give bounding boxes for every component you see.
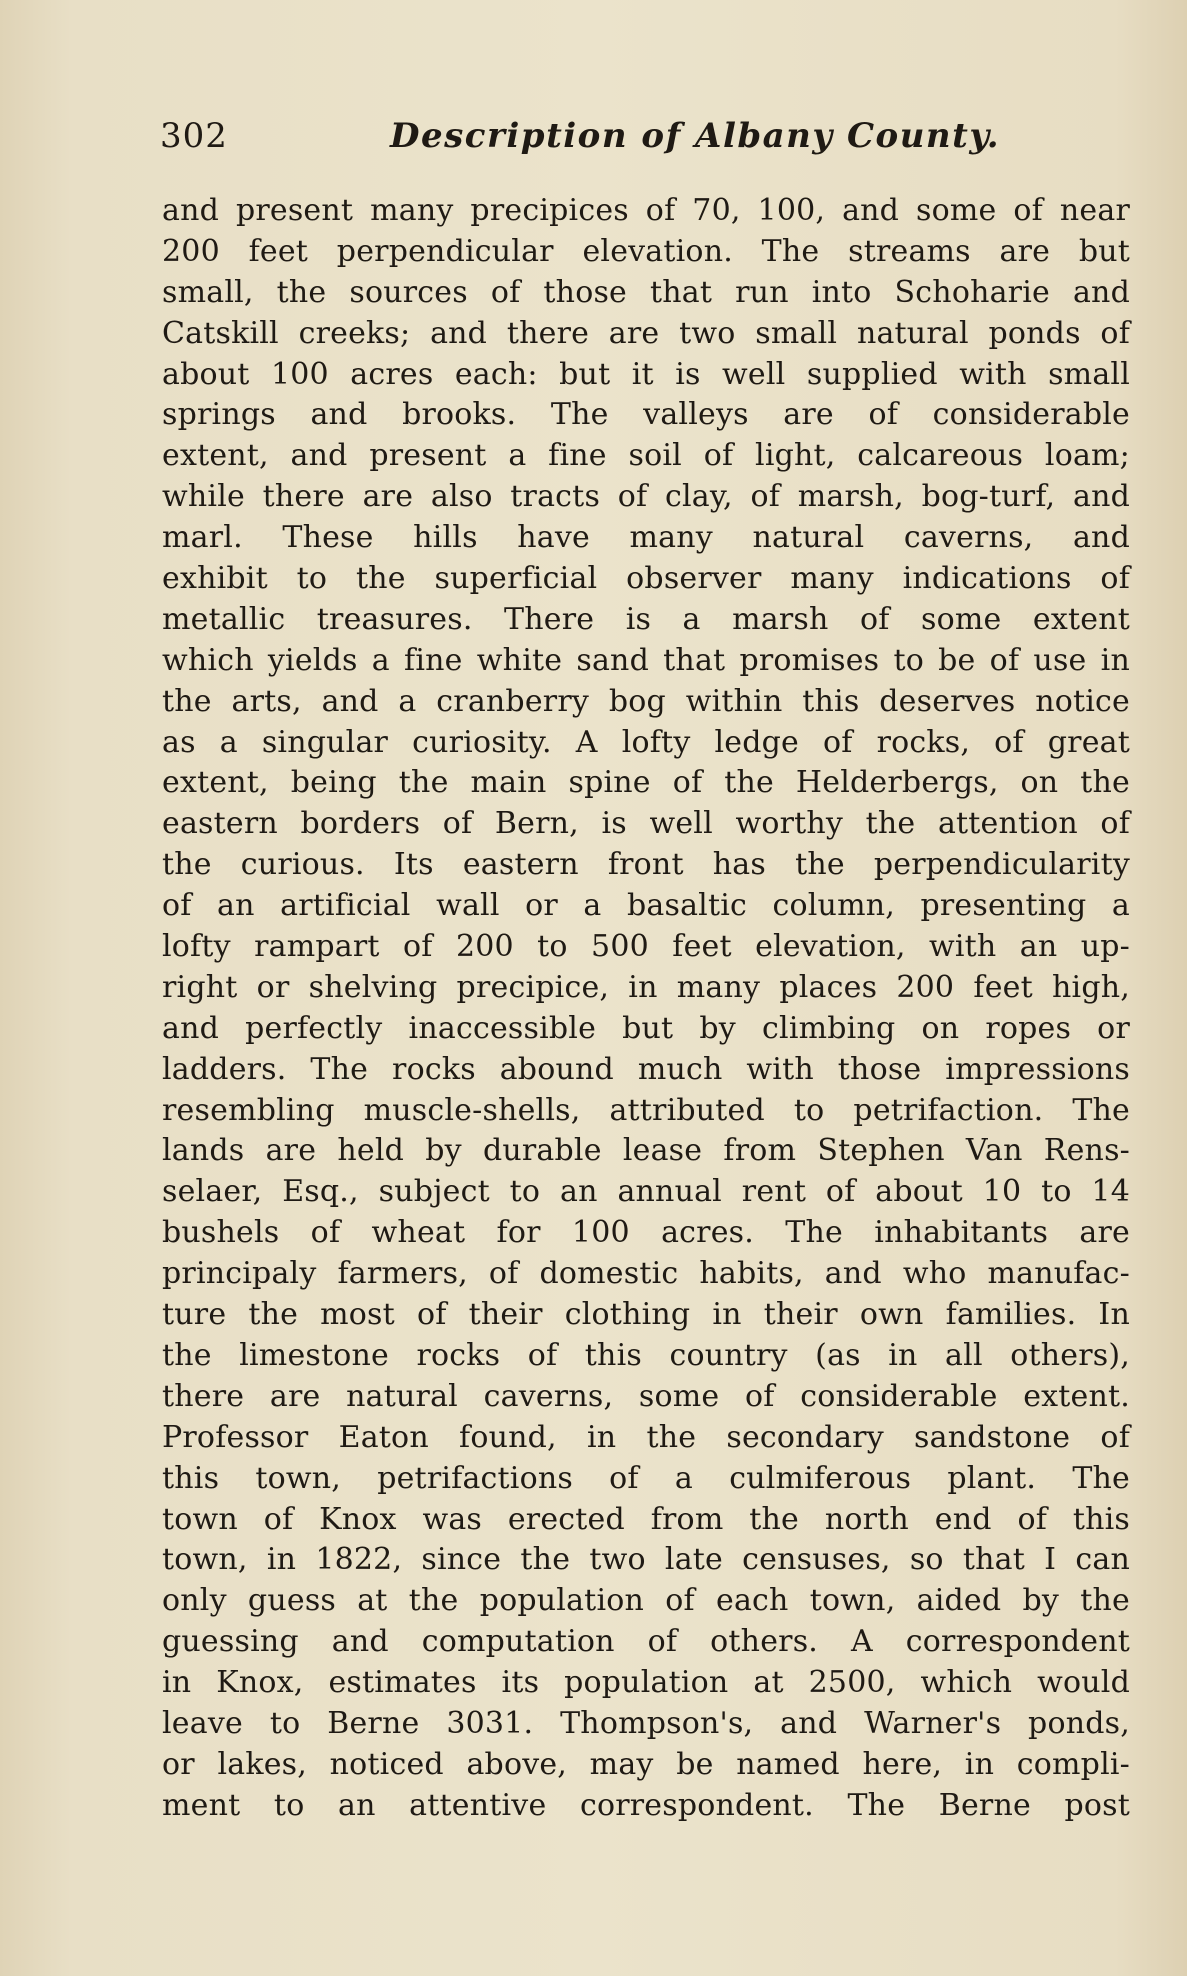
text-line: of an artificial wall or a basaltic column, presenting a bbox=[162, 888, 1130, 924]
text-line: right or shelving precipice, in many places 200 feet high, bbox=[162, 969, 1130, 1005]
text-line: the limestone rocks of this country (as in all others), bbox=[162, 1337, 1130, 1373]
text-line: ladders. The rocks abound much with those impressions bbox=[162, 1051, 1130, 1087]
text-line: town of Knox was erected from the north end of this bbox=[162, 1501, 1130, 1537]
text-line: extent, and present a fine soil of light, calcareous loam; bbox=[162, 438, 1130, 474]
text-line: lands are held by durable lease from Stephen Van Rens- bbox=[162, 1133, 1130, 1169]
text-line: only guess at the population of each town, aided by the bbox=[162, 1583, 1130, 1619]
running-head: Description of Albany County. bbox=[390, 116, 1001, 156]
text-line: springs and brooks. The valleys are of considerable bbox=[162, 397, 1130, 433]
text-line: or lakes, noticed above, may be named here, in compli- bbox=[162, 1746, 1130, 1782]
text-line: Professor Eaton found, in the secondary sandstone of bbox=[162, 1419, 1130, 1455]
text-line: extent, being the main spine of the Helderbergs, on the bbox=[162, 765, 1130, 801]
text-line: the curious. Its eastern front has the perpendicularity bbox=[162, 847, 1130, 883]
text-line: which yields a fine white sand that promises to be of use in bbox=[162, 642, 1130, 678]
text-line: this town, petrifactions of a culmiferous plant. The bbox=[162, 1460, 1130, 1496]
text-line: and perfectly inaccessible but by climbing on ropes or bbox=[162, 1010, 1130, 1046]
text-line: 200 feet perpendicular elevation. The streams are but bbox=[162, 233, 1130, 269]
text-line: there are natural caverns, some of considerable extent. bbox=[162, 1378, 1130, 1414]
text-line: selaer, Esq., subject to an annual rent of about 10 to 14 bbox=[162, 1174, 1130, 1210]
page-number: 302 bbox=[160, 116, 228, 156]
text-line: the arts, and a cranberry bog within this deserves notice bbox=[162, 683, 1130, 719]
text-line: while there are also tracts of clay, of marsh, bog-turf, and bbox=[162, 479, 1130, 515]
text-line: eastern borders of Bern, is well worthy the attention of bbox=[162, 806, 1130, 842]
text-line: bushels of wheat for 100 acres. The inhabitants are bbox=[162, 1215, 1130, 1251]
text-line: exhibit to the superficial observer many indications of bbox=[162, 561, 1130, 597]
text-line: and present many precipices of 70, 100, and some of near bbox=[162, 193, 1130, 228]
text-line: in Knox, estimates its population at 2500, which would bbox=[162, 1665, 1130, 1701]
text-line: town, in 1822, since the two late censuses, so that I can bbox=[162, 1542, 1130, 1578]
page-header bbox=[160, 112, 1001, 172]
text-line: ture the most of their clothing in their own families. In bbox=[162, 1297, 1130, 1333]
text-line: resembling muscle-shells, attributed to petrifaction. The bbox=[162, 1092, 1130, 1128]
text-line: about 100 acres each: but it is well supplied with small bbox=[162, 356, 1130, 392]
text-line: Catskill creeks; and there are two small natural ponds of bbox=[162, 315, 1130, 351]
text-line: small, the sources of those that run into Schoharie and bbox=[162, 274, 1130, 310]
body-text bbox=[162, 191, 1130, 1827]
text-line: as a singular curiosity. A lofty ledge of rocks, of great bbox=[162, 724, 1130, 760]
text-line: lofty rampart of 200 to 500 feet elevation, with an up- bbox=[162, 929, 1130, 965]
text-line: principaly farmers, of domestic habits, and who manufac- bbox=[162, 1256, 1130, 1292]
text-line: leave to Berne 3031. Thompson's, and Warner's ponds, bbox=[162, 1705, 1130, 1741]
text-line: guessing and computation of others. A correspondent bbox=[162, 1624, 1130, 1660]
text-line: marl. These hills have many natural caverns, and bbox=[162, 520, 1130, 556]
text-line: ment to an attentive correspondent. The Berne post bbox=[162, 1787, 1130, 1823]
text-line: metallic treasures. There is a marsh of some extent bbox=[162, 601, 1130, 637]
